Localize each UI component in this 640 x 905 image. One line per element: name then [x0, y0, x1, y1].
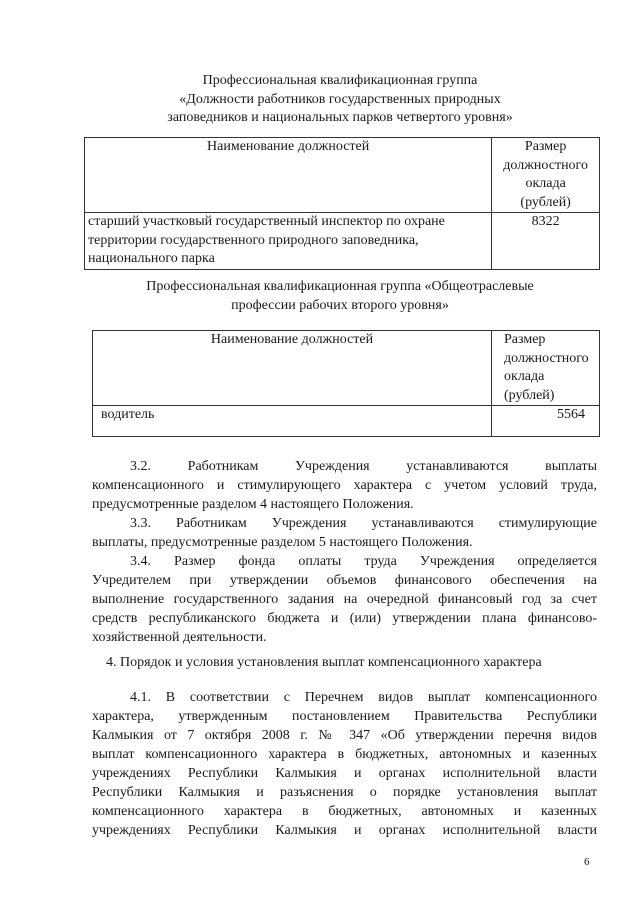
header-salary-size	[492, 138, 600, 213]
header-position-name-text: Наименование должностей	[210, 332, 374, 347]
salary-value: 8322	[531, 214, 560, 229]
paragraph-4-1	[92, 688, 597, 840]
paragraph-line: хозяйственной деятельности.	[92, 630, 267, 645]
header-salary-line: (рублей)	[504, 387, 555, 403]
group1-title-line: заповедников и национальных парков четвертого уровня»	[167, 110, 513, 125]
table-header-row	[93, 331, 600, 406]
paragraph-line: учреждениях Республики Калмыкия и органах исполнительной власти	[92, 766, 597, 781]
paragraph-line: учреждениях Республики Калмыкия и органах исполнительной власти	[92, 823, 597, 838]
group1-table	[84, 137, 600, 270]
salary-value-cell	[492, 213, 600, 270]
paragraph-line: выплаты, предусмотренные разделом 5 настоящего Положения.	[92, 535, 473, 550]
header-salary-line: (рублей)	[520, 194, 571, 210]
header-salary-line: Размер	[524, 139, 567, 154]
paragraph-line: Республики Калмыкия и разъяснения о порядке установления выплат	[92, 785, 597, 800]
header-salary-size	[492, 331, 600, 406]
group2-title	[60, 278, 620, 315]
paragraph-line: компенсационного характера в бюджетных, автономных и казенных	[92, 804, 597, 819]
header-salary-line: должностного	[503, 157, 588, 173]
position-name-line: старший участковый государственный инспектор по охране	[88, 214, 445, 229]
paragraph-line: Калмыкия от 7 октября 2008 г. № 347 «Об утверждении перечня видов	[92, 728, 597, 743]
header-salary-line: Размер	[504, 332, 546, 347]
header-position-name-text: Наименование должностей	[207, 139, 370, 154]
paragraph-line: выплат компенсационного характера в бюджетных, автономных и казенных	[92, 747, 597, 762]
paragraph-3-4	[92, 552, 597, 647]
group1-title	[60, 72, 620, 128]
position-name-cell	[85, 213, 492, 270]
table-row	[85, 213, 600, 270]
group2-title-line: профессии рабочих второго уровня»	[231, 297, 449, 313]
table-header-row	[85, 138, 600, 213]
header-salary-line: оклада	[525, 176, 566, 191]
salary-value-cell	[492, 406, 600, 437]
group1-title-line: «Должности работников государственных природных	[179, 91, 501, 107]
paragraph-line: средств республиканского бюджета и (или) утверждении плана финансово-	[92, 611, 597, 626]
paragraph-3-2	[92, 457, 597, 514]
page-number: 6	[584, 856, 590, 868]
table-row	[93, 406, 600, 437]
header-position-name	[85, 138, 492, 213]
paragraph-line: компенсационного и стимулирующего характера с учетом условий труда,	[92, 478, 597, 493]
paragraph-line: 4.1. В соответствии с Перечнем видов выплат компенсационного	[130, 690, 597, 705]
header-salary-line: должностного	[504, 350, 589, 366]
section-4-title: 4. Порядок и условия установления выплат компенсационного характера	[106, 655, 542, 670]
paragraph-line: Учредителем при утверждении объемов финансового обеспечения на	[92, 573, 597, 588]
paragraph-line: 3.3. Работникам Учреждения устанавливаются стимулирующие	[130, 516, 597, 531]
group2-table	[92, 330, 600, 437]
position-name-cell	[93, 406, 492, 437]
group1-title-line: Профессиональная квалификационная группа	[202, 73, 478, 88]
paragraph-line: предусмотренные разделом 4 настоящего Положения.	[92, 497, 414, 512]
group2-title-line: Профессиональная квалификационная группа «Общеотраслевые	[146, 279, 534, 294]
position-name-line: территории государственного природного заповедника,	[88, 232, 419, 248]
salary-value: 5564	[557, 407, 585, 422]
paragraph-line: характера, утвержденным постановлением Правительства Республики	[92, 709, 597, 724]
position-name: водитель	[101, 407, 155, 422]
paragraph-line: выполнение государственного задания на очередной финансовый год за счет	[92, 592, 597, 607]
paragraph-3-3	[92, 514, 597, 552]
paragraph-line: 3.4. Размер фонда оплаты труда Учреждения определяется	[130, 554, 597, 569]
position-name-line: национального парка	[88, 251, 215, 266]
paragraph-line: 3.2. Работникам Учреждения устанавливаются выплаты	[130, 459, 597, 474]
header-position-name	[93, 331, 492, 406]
header-salary-line: оклада	[504, 369, 545, 384]
